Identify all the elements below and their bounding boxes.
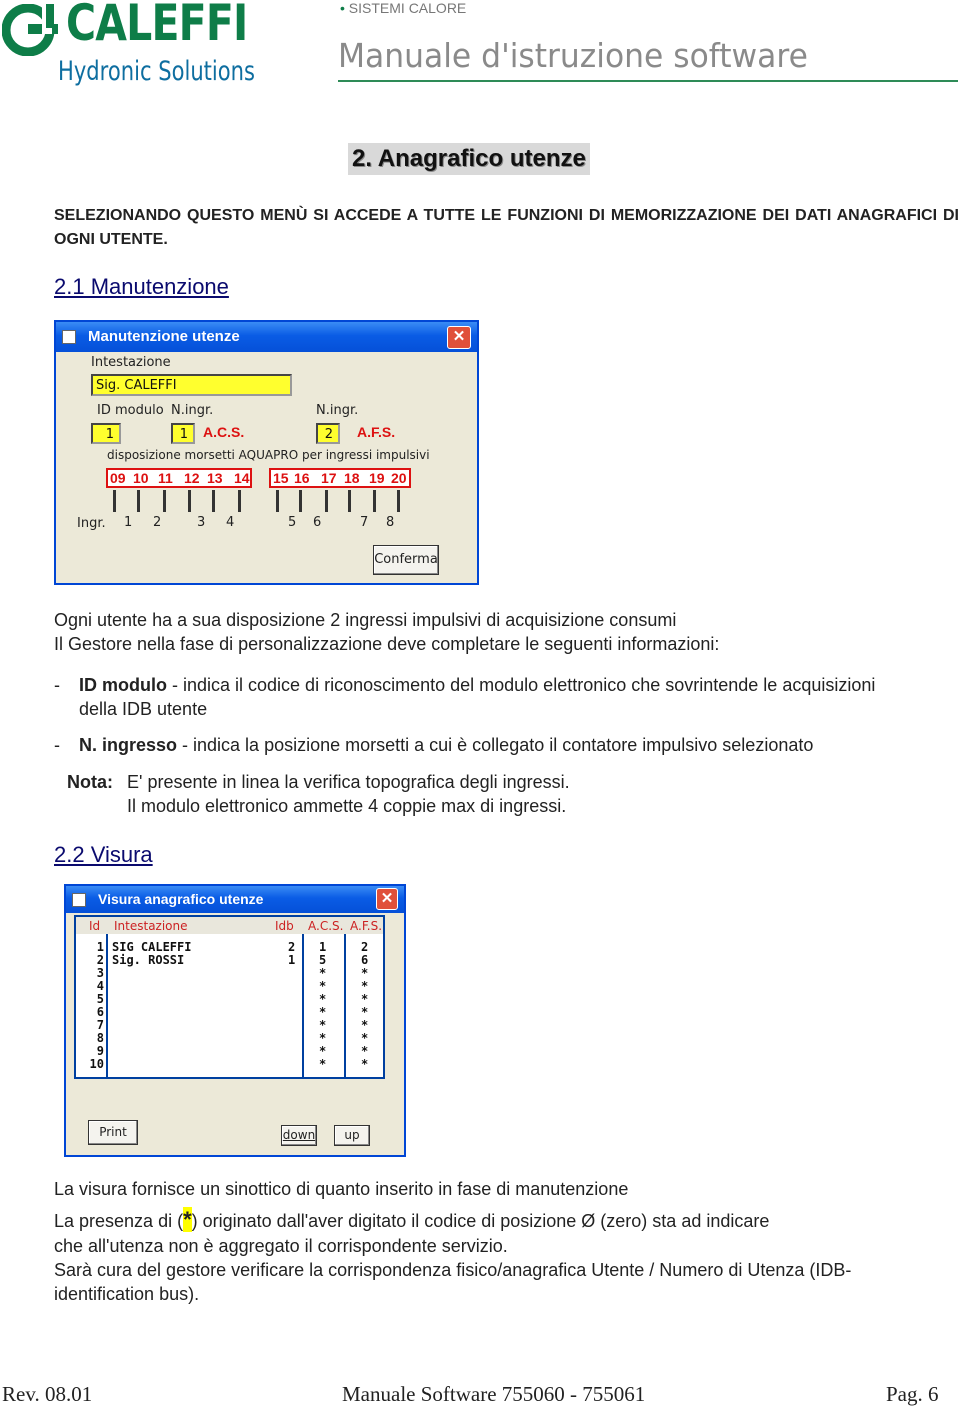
term-n-ingresso: N. ingresso — [79, 735, 178, 755]
intestazione-input[interactable]: Sig. CALEFFI — [91, 374, 292, 396]
terminal-label: 20 — [391, 470, 407, 486]
column-divider — [302, 917, 304, 1077]
term-id-modulo: ID modulo — [79, 675, 167, 695]
down-button[interactable]: down — [281, 1125, 317, 1146]
desc-id-modulo: - indica il codice di riconoscimento del modulo elettronico che sovrintende le acquisizioni della IDB utente — [79, 675, 876, 719]
ingr-number: 2 — [153, 515, 162, 530]
sector-text: SISTEMI CALORE — [348, 0, 467, 16]
sector-label: • SISTEMI CALORE — [340, 0, 467, 16]
bullet-id-modulo — [79, 673, 909, 721]
desc-n-ingresso: - indica la posizione morsetti a cui è collegato il contatore impulsivo selezionato — [177, 735, 814, 755]
ingr-number: 4 — [226, 515, 235, 530]
afs-n-ingr-label: N.ingr. — [316, 403, 359, 418]
ingr-number: 1 — [124, 515, 133, 530]
dialog-title: Manutenzione utenze — [88, 328, 240, 345]
window-icon — [62, 330, 76, 344]
column-header-id: Id — [89, 919, 101, 933]
subsection-heading-manutenzione: 2.1 Manutenzione — [54, 274, 229, 299]
terminal-label: 14 — [234, 470, 250, 486]
dialog-titlebar — [66, 886, 404, 913]
afs-column-values: 2 6 * * * * * * * * — [361, 940, 369, 1071]
up-button[interactable]: up — [334, 1125, 370, 1146]
window-icon — [72, 893, 86, 907]
print-button[interactable]: Print — [88, 1120, 138, 1145]
terminal-label: 18 — [344, 470, 360, 486]
acs-label: A.C.S. — [203, 424, 245, 440]
terminal-pin — [348, 490, 351, 512]
ingr-number: 6 — [313, 515, 322, 530]
nota-line-2: Il modulo elettronico ammette 4 coppie max di ingressi. — [127, 796, 567, 816]
terminal-label: 11 — [158, 470, 173, 486]
paragraph-asterisk-cont: che all'utenza non è aggregato il corrispondente servizio. — [54, 1236, 508, 1256]
column-header-afs: A.F.S. — [350, 919, 383, 933]
brand-logo-text: CALEFFI — [66, 0, 248, 52]
bullet-dash: - — [54, 735, 60, 755]
terminal-pin — [137, 490, 140, 512]
column-divider — [344, 917, 346, 1077]
acs-column-values: 1 5 * * * * * * * * — [319, 940, 327, 1071]
terminal-label: 10 — [133, 470, 149, 486]
bullet-dash: - — [54, 675, 60, 695]
id-modulo-label: ID modulo — [97, 403, 164, 418]
document-title: Manuale d'istruzione software — [338, 36, 808, 75]
ingr-number: 8 — [386, 515, 395, 530]
terminal-block-1 — [106, 468, 252, 488]
paragraph-gestore-verifica: Sarà cura del gestore verificare la corrispondenza fisico/anagrafica Utente / Numero di Utenza (IDB- identification bus). — [54, 1260, 852, 1304]
terminal-pin — [276, 490, 279, 512]
intestazione-column-values: SIG CALEFFI Sig. ROSSI — [112, 940, 192, 967]
footer-page-number: Pag. 6 — [886, 1382, 939, 1406]
acs-input[interactable]: 1 — [171, 423, 195, 444]
footer-revision: Rev. 08.01 — [2, 1382, 93, 1406]
terminal-label: 12 — [184, 470, 200, 486]
ingr-label: Ingr. — [77, 516, 106, 531]
ingr-number: 3 — [197, 515, 206, 530]
terminal-block-2 — [269, 468, 411, 488]
terminal-label: 17 — [321, 470, 337, 486]
acs-n-ingr-label: N.ingr. — [171, 403, 214, 418]
paragraph-asterisk — [54, 1208, 934, 1233]
asterisk-text-a: La presenza di ( — [54, 1211, 184, 1231]
id-modulo-input[interactable]: 1 — [91, 423, 121, 444]
terminal-label: 13 — [207, 470, 223, 486]
section-heading: 2. Anagrafico utenze — [348, 143, 590, 175]
column-divider — [106, 917, 108, 1077]
terminal-pin — [325, 490, 328, 512]
ingr-number: 7 — [360, 515, 369, 530]
ingr-number: 5 — [288, 515, 297, 530]
paragraph-gestore: Il Gestore nella fase di personalizzazione deve completare le seguenti informazioni: — [54, 634, 720, 654]
terminal-pin — [373, 490, 376, 512]
terminal-pin — [299, 490, 302, 512]
nota-line-1: E' presente in linea la verifica topografica degli ingressi. — [127, 772, 570, 792]
column-header-intestazione: Intestazione — [114, 919, 188, 933]
intestazione-label: Intestazione — [91, 355, 171, 370]
asterisk-text-b: ) originato dall'aver digitato il codice di posizione Ø (zero) sta ad indicare — [191, 1211, 770, 1231]
section-intro: SELEZIONANDO QUESTO MENÙ SI ACCEDE A TUTTE LE FUNZIONI DI MEMORIZZAZIONE DEI DATI ANAGRAFICI DI OGNI UTENTE. — [54, 207, 959, 248]
paragraph-ingressi: Ogni utente ha a sua disposizione 2 ingressi impulsivi di acquisizione consumi — [54, 610, 677, 630]
column-header-acs: A.C.S. — [308, 919, 344, 933]
asterisk-highlight: * — [183, 1207, 192, 1232]
terminal-label: 19 — [369, 470, 385, 486]
terminal-pin — [397, 490, 400, 512]
id-column-values: 1 2 3 4 5 6 7 8 9 10 — [89, 940, 104, 1071]
terminal-pin — [163, 490, 166, 512]
subsection-heading-visura: 2.2 Visura — [54, 842, 153, 867]
afs-label: A.F.S. — [357, 424, 396, 440]
header-divider — [338, 80, 958, 82]
caleffi-logo-mark — [2, 4, 60, 56]
terminal-pin — [238, 490, 241, 512]
terminal-pin — [212, 490, 215, 512]
confirm-button[interactable]: Conferma — [373, 545, 439, 575]
paragraph-visura: La visura fornisce un sinottico di quanto inserito in fase di manutenzione — [54, 1179, 629, 1199]
footer-title: Manuale Software 755060 - 755061 — [342, 1382, 646, 1406]
brand-subtitle: Hydronic Solutions — [58, 56, 255, 87]
terminal-label: 15 — [273, 470, 289, 486]
terminal-pin — [188, 490, 191, 512]
terminal-label: 16 — [294, 470, 310, 486]
bullet-n-ingresso — [79, 733, 949, 757]
idb-column-values: 2 1 — [288, 940, 296, 967]
terminal-pin — [113, 490, 116, 512]
column-header-idb: Idb — [275, 919, 294, 933]
close-button[interactable]: ✕ — [376, 888, 398, 910]
nota-label: Nota: — [67, 772, 113, 792]
terminal-label: 09 — [110, 470, 126, 486]
close-button[interactable]: ✕ — [447, 326, 471, 349]
morsetti-label: disposizione morsetti AQUAPRO per ingressi impulsivi — [107, 448, 430, 462]
dialog-title: Visura anagrafico utenze — [98, 891, 264, 907]
dialog-titlebar — [56, 322, 477, 352]
afs-input[interactable]: 2 — [316, 423, 340, 444]
